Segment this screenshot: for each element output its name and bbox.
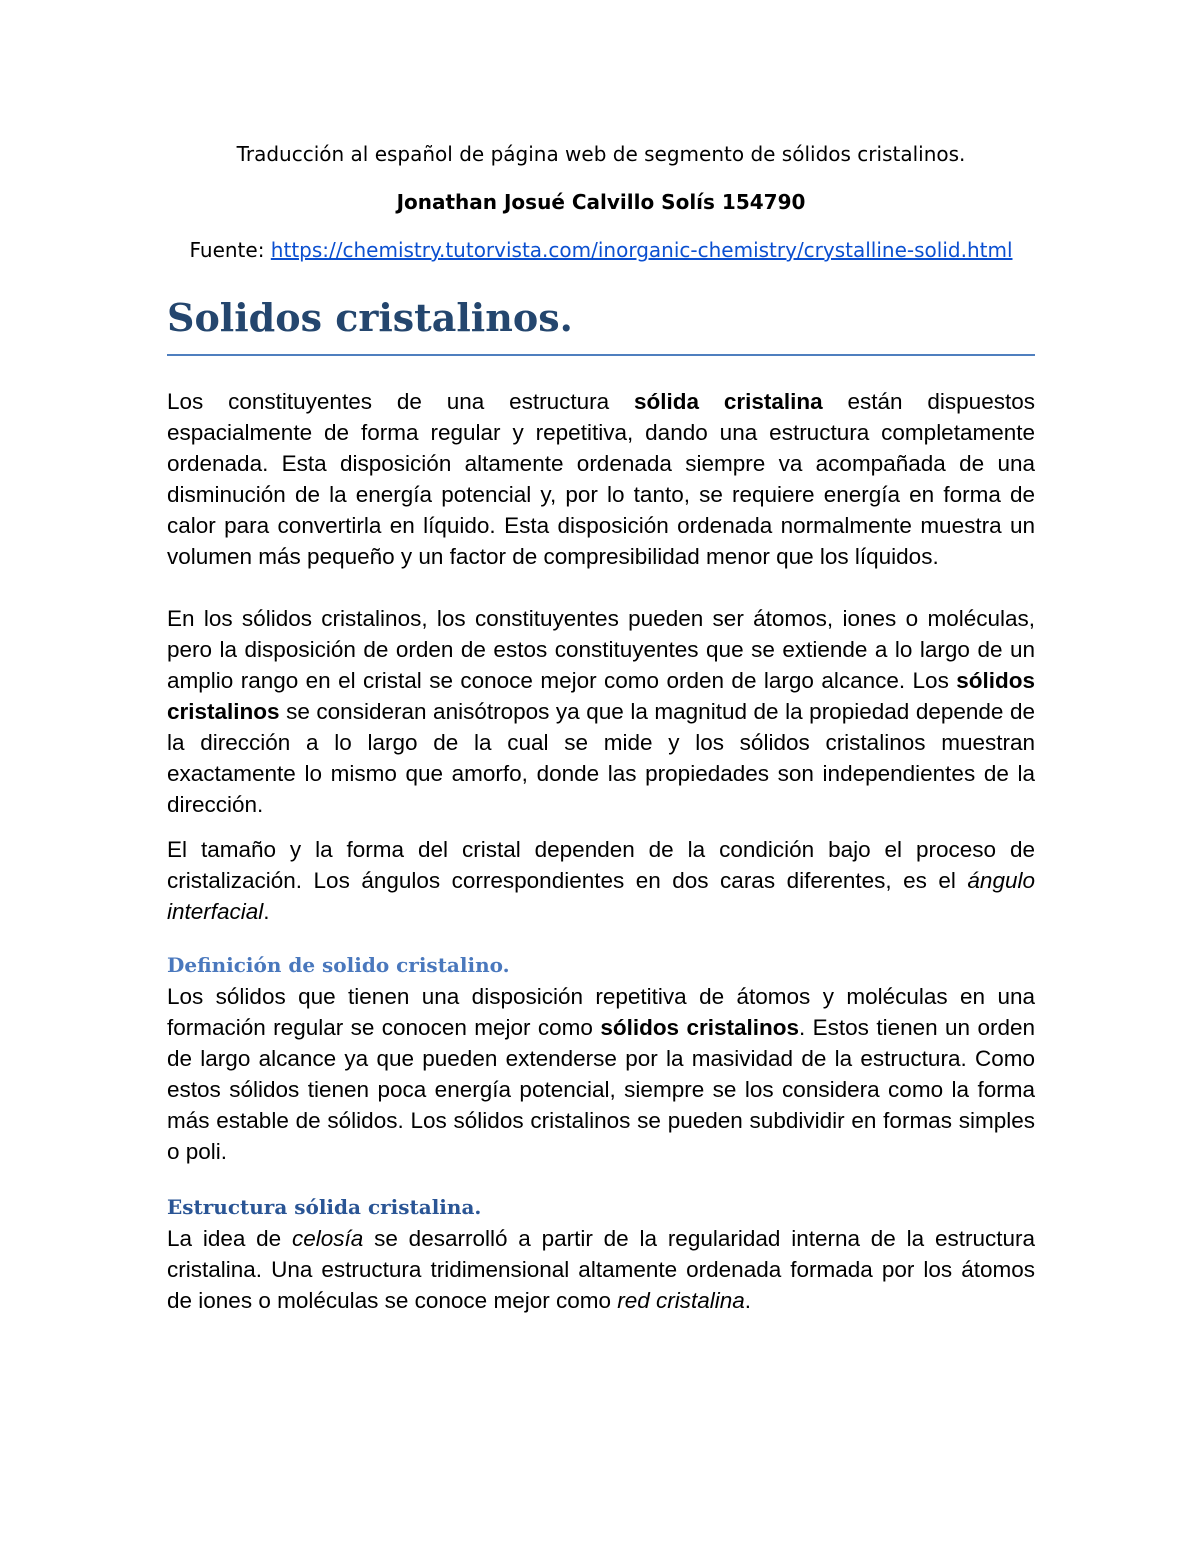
- italic-term: red cristalina: [617, 1288, 745, 1313]
- paragraph-text: .: [263, 899, 270, 924]
- paragraph-text: . Estos tienen un orden de largo alcance ya que pueden extenderse por la masividad de la estructura. Como estos sólidos tienen poca energía potencial, siempre se los considera como la forma más estable de sólidos. Los sólidos cristalinos se pueden subdividir en formas simples o poli.: [167, 1015, 1035, 1164]
- bold-term: sólidos cristalinos: [167, 668, 1035, 724]
- paragraph-structure: [167, 1223, 1035, 1316]
- paragraph-text: Los constituyentes de una estructura: [167, 389, 634, 414]
- paragraph-text: se consideran anisótropos ya que la magnitud de la propiedad depende de la dirección a lo largo de la cual se mide y los sólidos cristalinos muestran exactamente lo mismo que amorfo, donde las propiedades son independientes de la dirección.: [167, 699, 1035, 817]
- source-label: Fuente:: [189, 238, 271, 262]
- section-heading-structure: Estructura sólida cristalina.: [167, 1195, 482, 1219]
- paragraph-text: se desarrolló a partir de la regularidad interna de la estructura cristalina. Una estructura tridimensional altamente ordenada formada por los átomos de iones o moléculas se conoce mejor como: [167, 1226, 1035, 1313]
- bold-term: sólidos cristalinos: [600, 1015, 800, 1040]
- italic-term: ángulo interfacial: [167, 868, 1035, 924]
- paragraph-text: El tamaño y la forma del cristal dependen de la condición bajo el proceso de cristalización. Los ángulos correspondientes en dos caras diferentes, es el: [167, 837, 1035, 893]
- source-link[interactable]: https://chemistry.tutorvista.com/inorganic-chemistry/crystalline-solid.html: [270, 238, 1013, 262]
- paragraph-text: Los sólidos que tienen una disposición repetitiva de átomos y moléculas en una formación regular se conocen mejor como: [167, 984, 1035, 1040]
- paragraph-constituents: [167, 603, 1035, 820]
- paragraph-text: .: [744, 1288, 752, 1313]
- paragraph-crystal-shape: [167, 834, 1035, 927]
- bold-term: sólida cristalina: [633, 389, 823, 414]
- section-heading-definition: Definición de solido cristalino.: [167, 953, 510, 977]
- document-title: Traducción al español de página web de segmento de sólidos cristalinos.: [236, 142, 966, 166]
- paragraph-intro: [167, 386, 1035, 572]
- paragraph-definition: [167, 981, 1035, 1167]
- document-content: [167, 140, 1035, 1316]
- paragraph-text: están dispuestos espacialmente de forma regular y repetitiva, dando una estructura completamente ordenada. Esta disposición altamente ordenada siempre va acompañada de una disminución de la energía potencial y, por lo tanto, se requiere energía en forma de calor para convertirla en líquido. Esta disposición ordenada normalmente muestra un volumen más pequeño y un factor de compresibilidad menor que los líquidos.: [167, 389, 1035, 569]
- author-line: Jonathan Josué Calvillo Solís 154790: [396, 190, 806, 214]
- italic-term: celosía: [292, 1226, 364, 1251]
- main-heading: Solidos cristalinos.: [167, 294, 1035, 356]
- source-line: [167, 236, 1035, 264]
- paragraph-text: En los sólidos cristalinos, los constituyentes pueden ser átomos, iones o moléculas, pero la disposición de orden de estos constituyentes que se extiende a lo largo de un amplio rango en el cristal se conoce mejor como orden de largo alcance. Los: [167, 606, 1035, 693]
- paragraph-text: La idea de: [167, 1226, 293, 1251]
